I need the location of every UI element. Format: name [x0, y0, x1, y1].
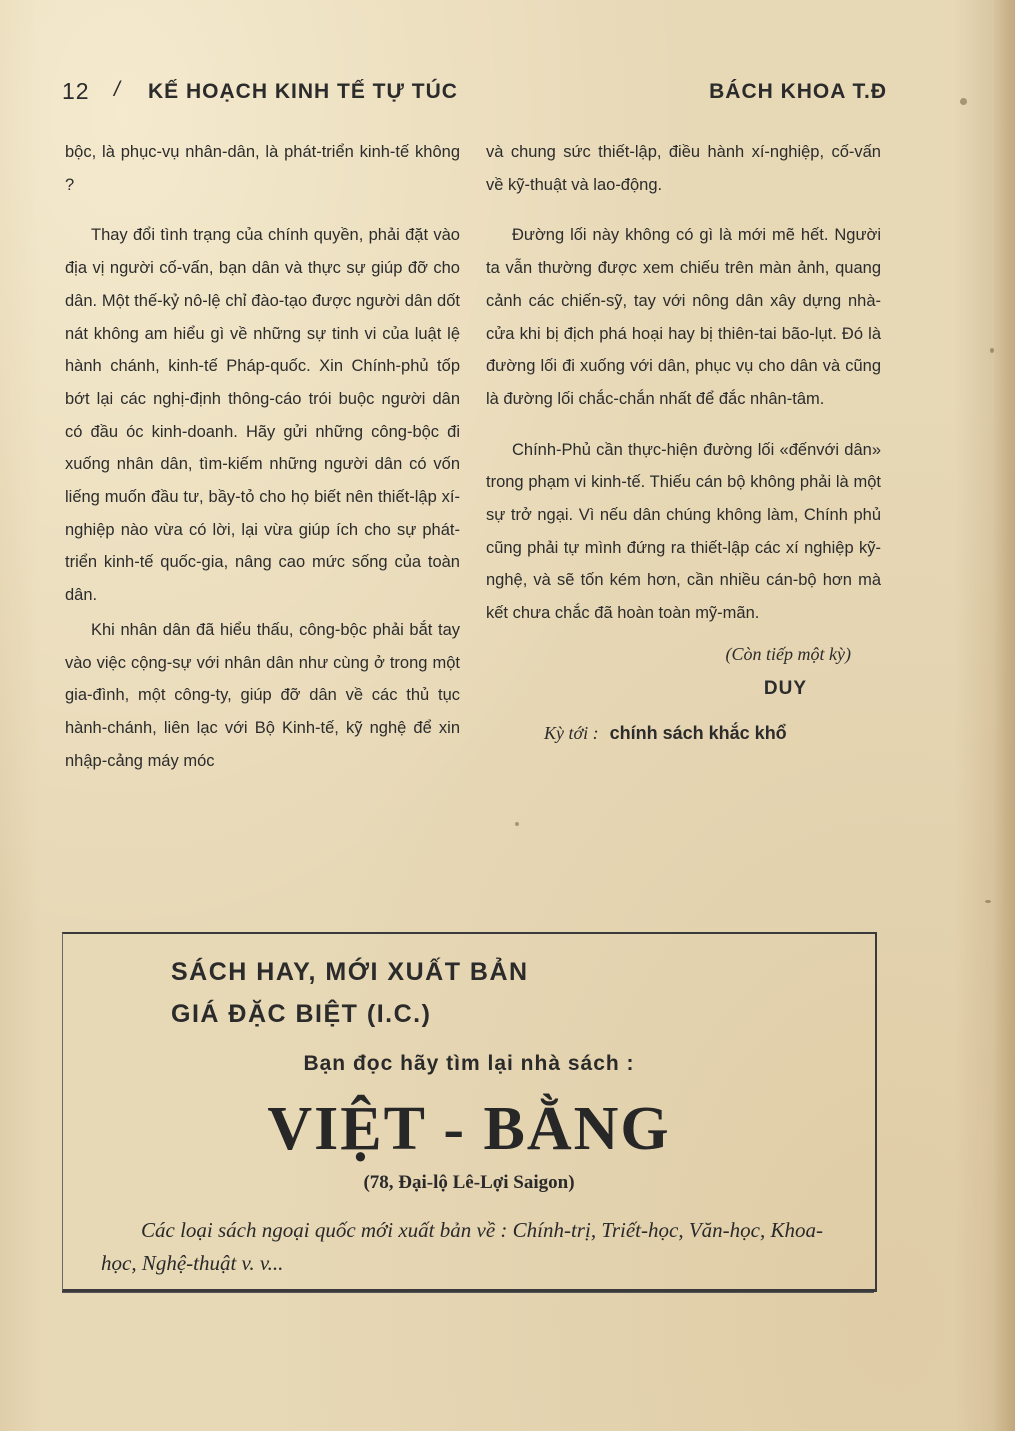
magazine-name: BÁCH KHOA T.Đ: [709, 80, 887, 103]
ad-invite: Bạn đọc hãy tìm lại nhà sách :: [303, 1052, 635, 1075]
continued-note: (Còn tiếp một kỳ): [725, 643, 851, 664]
left-column: [65, 136, 460, 777]
paragraph: Thay đổi tình trạng của chính quyền, phải đặt vào địa vị người cố-vấn, bạn dân và thực sự giúp đỡ cho dân. Một thế-kỷ nô-lệ chỉ đào-tạo được người dân dốt nát không am hiểu gì về những sự tinh vi của luật lệ hành chánh, kinh-tế Pháp-quốc. Xin Chính-phủ tốp bớt lại các nghị-định thông-cáo trói buộc người dân có đầu óc kinh-doanh. Hãy gửi những công-bộc đi xuống nhân dân, tìm-kiếm những người dân có vốn liếng muốn đầu tư, bầy-tỏ cho họ biết nên thiết-lập xí-nghiệp nào vừa có lời, lại vừa giúp ích cho sự phát-triển kinh-tế quốc-gia, nâng cao mức sống của toàn dân.: [65, 226, 460, 605]
page-number: 12: [62, 78, 90, 104]
paragraph: Khi nhân dân đã hiểu thấu, công-bộc phải bắt tay vào việc cộng-sự với nhân dân như cùng ở trong một gia-đình, một công-ty, giúp đỡ dân về các thủ tục hành-chánh, liên lạc với Bộ Kinh-tế, kỹ nghệ để xin nhập-cảng máy móc: [65, 620, 460, 770]
running-header: [62, 78, 887, 112]
paper-speck: [515, 822, 519, 826]
ad-bottom-rule: [62, 1292, 874, 1293]
ad-price-line: GIÁ ĐẶC BIỆT (I.C.): [171, 1000, 432, 1028]
ad-description: Các loại sách ngoại quốc mới xuất bản về : Chính-trị, Triết-học, Văn-học, Khoa-học, Nghệ-thuật v. v...: [101, 1218, 823, 1275]
paper-speck: [990, 348, 994, 353]
paper-speck: [985, 900, 991, 903]
paragraph: Đường lối này không có gì là mới mẽ hết. Người ta vẫn thường được xem chiếu trên màn ảnh, quang cảnh các chiến-sỹ, tay với nông dân xây dựng nhà-cửa khi bị địch phá hoại hay bị thiên-tai bão-lụt. Đó là đường lối đi xuống với dân, phục vụ cho dân và cũng là đường lối chắc-chắn nhất để đắc nhân-tâm.: [486, 226, 881, 408]
right-column: [486, 136, 881, 750]
header-separator: /: [114, 78, 121, 101]
article-title: KẾ HOẠCH KINH TẾ TỰ TÚC: [148, 80, 458, 103]
bookstore-name: VIỆT - BẰNG: [267, 1095, 671, 1163]
author-name: DUY: [763, 677, 807, 699]
paper-speck: [960, 98, 967, 105]
ad-headline: SÁCH HAY, MỚI XUẤT BẢN: [171, 958, 529, 986]
paragraph: bộc, là phục-vụ nhân-dân, là phát-triển kinh-tế không ?: [65, 143, 460, 194]
paragraph: Chính-Phủ cần thực-hiện đường lối «đếnvới dân» trong phạm vi kinh-tế. Thiếu cán bộ không phải là một sự trở ngại. Vì nếu dân chúng không làm, Chính phủ cũng phải tự mình đứng ra thiết-lập các xí nghiệp kỹ-nghệ, và sẽ tốn kém hơn, cần nhiều cán-bộ hơn mà kết chưa chắc đã hoàn toàn mỹ-mãn.: [486, 440, 881, 623]
page-edge-shadow: [993, 0, 1015, 1431]
next-issue-label: Kỳ tới :: [544, 723, 599, 744]
next-issue-note: [544, 717, 881, 750]
next-issue-title: chính sách khắc khổ: [609, 723, 787, 744]
bookstore-advertisement: [62, 932, 877, 1292]
bookstore-address: (78, Đại-lộ Lê-Lợi Saigon): [363, 1172, 575, 1193]
paragraph: và chung sức thiết-lập, điều hành xí-nghiệp, cố-vấn về kỹ-thuật và lao-động.: [486, 143, 881, 194]
